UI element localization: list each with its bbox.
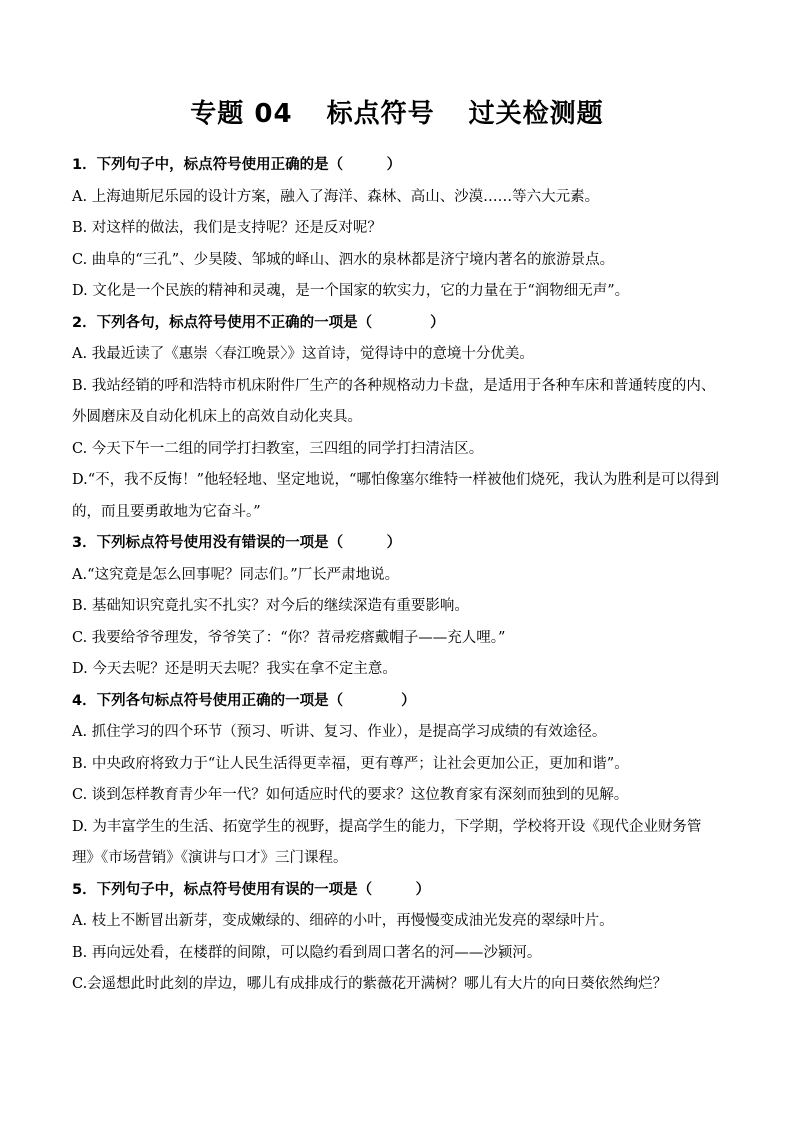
option-b: B. 中央政府将致力于“让人民生活得更幸福，更有尊严；让社会更加公正，更加和谐”。 bbox=[72, 755, 629, 772]
option-c: C. 我要给爷爷理发，爷爷笑了：“你？苕帚疙瘩戴帽子——充人哩。” bbox=[72, 629, 506, 646]
question-1 bbox=[72, 150, 722, 308]
option-d: D. 文化是一个民族的精神和灵魂，是一个国家的软实力，它的力量在于“润物细无声”。 bbox=[72, 283, 630, 299]
question-4 bbox=[72, 686, 722, 875]
option-b: B. 我站经销的呼和浩特市机床附件厂生产的各种规格动力卡盘，是适用于各种车床和普通转度的内、外圆磨床及自动化机床上的高效自动化夹具。 bbox=[72, 377, 716, 425]
page-title bbox=[0, 93, 794, 130]
option-a: A. 我最近读了《惠崇〈春江晚景〉》这首诗，觉得诗中的意境十分优美。 bbox=[72, 346, 534, 362]
option-d: D.“不，我不反悔！”他轻轻地、坚定地说，“哪怕像塞尔维特一样被他们烧死，我认为胜利是可以得到的，而且要勇敢地为它奋斗。” bbox=[72, 472, 719, 520]
option-c: C. 今天下午一二组的同学打扫教室，三四组的同学打扫清洁区。 bbox=[72, 440, 484, 457]
option-d: D. 为丰富学生的生活、拓宽学生的视野，提高学生的能力，下学期，学校将开设《现代企业财务管理》《市场营销》《演讲与口才》三门课程。 bbox=[72, 818, 702, 866]
question-list bbox=[72, 150, 722, 1001]
option-b: B. 再向远处看，在楼群的间隙，可以隐约看到周口著名的河——沙颍河。 bbox=[72, 944, 542, 961]
option-c: C.会遥想此时此刻的岸边，哪儿有成排成行的紫薇花开满树？哪儿有大片的向日葵依然绚烂？ bbox=[72, 976, 668, 992]
option-d: D. 今天去呢？还是明天去呢？我实在拿不定主意。 bbox=[72, 661, 397, 677]
question-3 bbox=[72, 528, 722, 686]
question-2 bbox=[72, 308, 722, 529]
option-c: C. 谈到怎样教育青少年一代？如何适应时代的要求？这位教育家有深刻而独到的见解。 bbox=[72, 787, 629, 803]
question-stem: 5．下列句子中，标点符号使用有误的一项是（ ） bbox=[72, 881, 431, 898]
title-topic-number: 专题 04 bbox=[190, 99, 293, 129]
option-a: A. 上海迪斯尼乐园的设计方案，融入了海洋、森林、高山、沙漠……等六大元素。 bbox=[72, 188, 600, 205]
question-stem: 2．下列各句，标点符号使用不正确的一项是（ ） bbox=[72, 314, 445, 331]
question-stem: 4．下列各句标点符号使用正确的一项是（ ） bbox=[72, 692, 416, 709]
option-a: A. 枝上不断冒出新芽，变成嫩绿的、细碎的小叶，再慢慢变成油光发亮的翠绿叶片。 bbox=[72, 913, 614, 929]
question-stem: 3．下列标点符号使用没有错误的一项是（ ） bbox=[72, 535, 402, 551]
title-subject: 标点符号 bbox=[326, 99, 435, 129]
title-test-name: 过关检测题 bbox=[468, 99, 604, 129]
option-b: B. 基础知识究竟扎实不扎实？对今后的继续深造有重要影响。 bbox=[72, 598, 469, 614]
question-5 bbox=[72, 875, 722, 1001]
option-a: A.“这究竟是怎么回事呢？同志们。”厂长严肃地说。 bbox=[72, 566, 400, 583]
option-a: A. 抓住学习的四个环节（预习、听讲、复习、作业），是提高学习成绩的有效途径。 bbox=[72, 724, 607, 740]
option-b: B. 对这样的做法，我们是支持呢？还是反对呢？ bbox=[72, 220, 382, 236]
option-c: C. 曲阜的“三孔”、少昊陵、邹城的峄山、泗水的泉林都是济宁境内著名的旅游景点。 bbox=[72, 251, 615, 268]
question-stem: 1．下列句子中，标点符号使用正确的是（ ） bbox=[72, 157, 402, 173]
